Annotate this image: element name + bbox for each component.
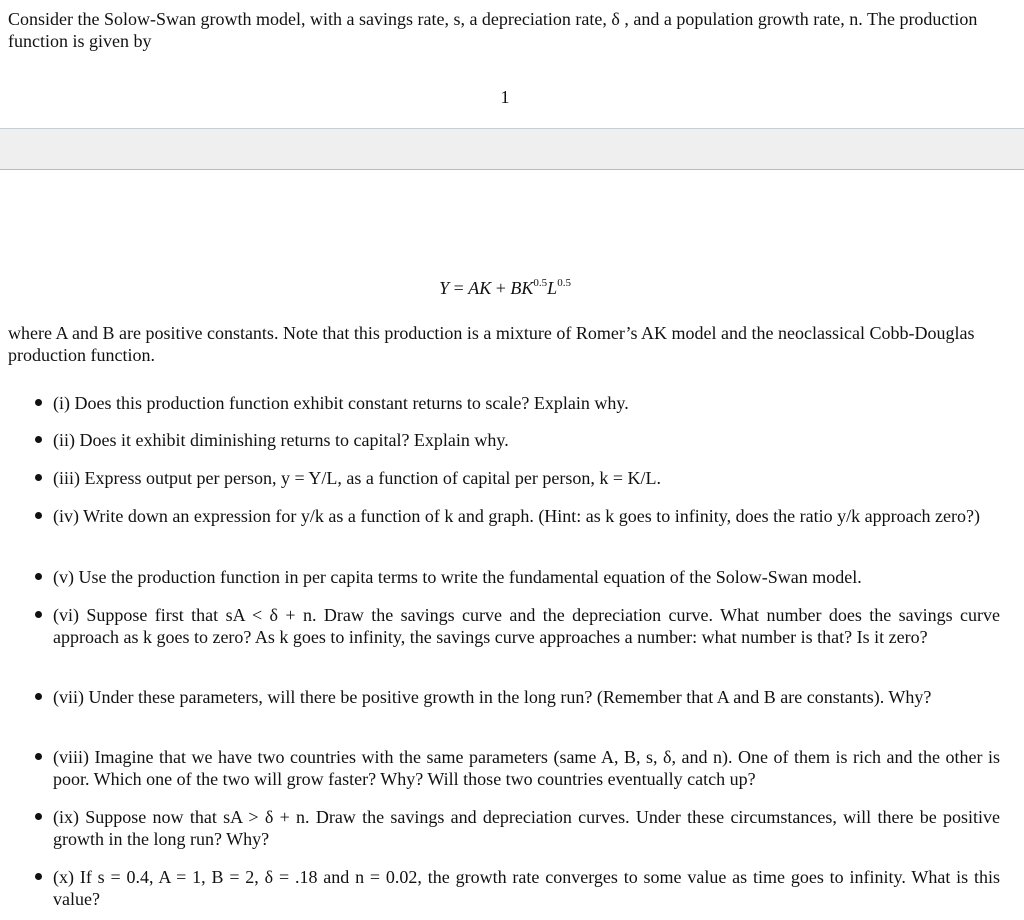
description-paragraph: where A and B are positive constants. Note that this production is a mixture of Romer’s AK model and the neoclassical Cobb-Douglas production function. (8, 323, 975, 365)
bullet-icon (35, 512, 42, 519)
equation-term-ak: AK (468, 278, 492, 298)
question-text: (viii) Imagine that we have two countries with the same parameters (same A, B, s, δ, and n). One of them is rich and the other is poor. Which one of the two will grow faster? Why? Will those two countries eventually catch up? (53, 747, 1000, 789)
intro-paragraph: Consider the Solow-Swan growth model, with a savings rate, s, a depreciation rate, δ , and a population growth rate, n. The production function is given by (8, 9, 978, 51)
question-text: (x) If s = 0.4, A = 1, B = 2, δ = .18 and n = 0.02, the growth rate converges to some value as time goes to infinity. What is this value? (53, 867, 1000, 909)
question-item (0, 566, 1010, 588)
bullet-icon (35, 753, 42, 760)
question-item (0, 429, 1010, 451)
question-item (0, 392, 1010, 414)
question-text: (iv) Write down an expression for y/k as a function of k and graph. (Hint: as k goes to infinity, does the ratio y/k approach zero?) (53, 506, 981, 526)
bullet-icon (35, 474, 42, 481)
equation-exponent-k: 0.5 (533, 277, 548, 289)
equation-term-l: L (547, 278, 558, 298)
question-item (0, 505, 1010, 527)
bullet-icon (35, 611, 42, 618)
production-function-equation (0, 277, 1010, 299)
bullet-icon (35, 693, 42, 700)
question-item (0, 866, 1010, 910)
question-text: (i) Does this production function exhibit constant returns to scale? Explain why. (53, 393, 629, 413)
bullet-icon (35, 813, 42, 820)
bullet-icon (35, 873, 42, 880)
question-text: (vii) Under these parameters, will there be positive growth in the long run? (Remember that A and B are constants). Why? (53, 687, 932, 707)
equation-plus: + (491, 278, 511, 298)
equation-equals: = (449, 278, 469, 298)
page-number: 1 (500, 87, 510, 107)
question-item (0, 686, 1010, 708)
equation-exponent-l: 0.5 (557, 277, 571, 289)
question-text: (ix) Suppose now that sA > δ + n. Draw the savings and depreciation curves. Under these circumstances, will there be positive growth in the long run? Why? (53, 807, 1000, 849)
question-text: (iii) Express output per person, y = Y/L, as a function of capital per person, k = K/L. (53, 468, 661, 488)
question-item (0, 604, 1010, 648)
question-text: (vi) Suppose first that sA < δ + n. Draw the savings curve and the depreciation curve. What number does the savings curve approach as k goes to zero? As k goes to infinity, the savings curve approaches a number: what number is that? Is it zero? (53, 605, 1000, 647)
question-item (0, 467, 1010, 489)
question-text: (v) Use the production function in per capita terms to write the fundamental equation of the Solow-Swan model. (53, 567, 862, 587)
equation-lhs: Y (439, 278, 450, 298)
bullet-icon (35, 399, 42, 406)
bullet-icon (35, 573, 42, 580)
bullet-icon (35, 436, 42, 443)
question-item (0, 746, 1010, 790)
equation-term-bk: BK (510, 278, 534, 298)
page-break-divider (0, 128, 1024, 170)
question-text: (ii) Does it exhibit diminishing returns to capital? Explain why. (53, 430, 509, 450)
question-item (0, 806, 1010, 850)
